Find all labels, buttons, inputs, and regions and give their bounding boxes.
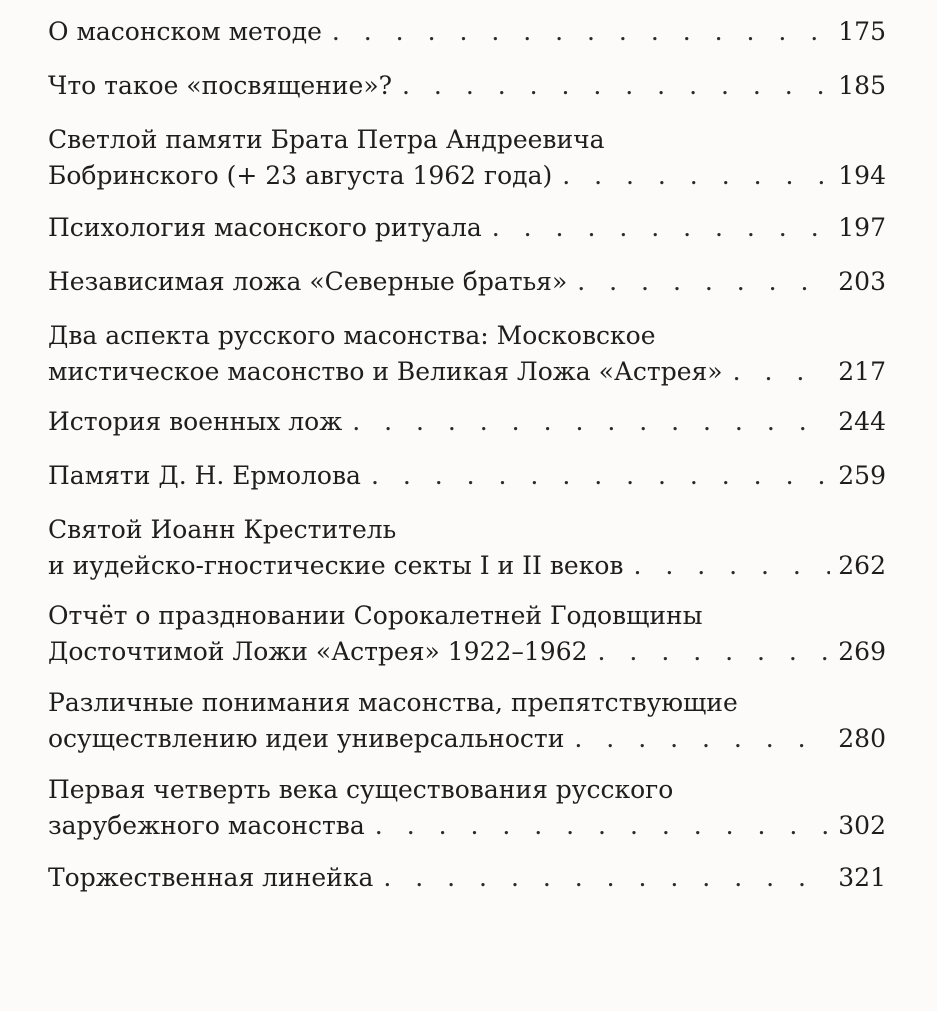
toc-entry-title-line-2: осуществлению идеи универсальности — [48, 724, 565, 753]
toc-entry-title-line-2: Бобринского (+ 23 августа 1962 года) — [48, 161, 553, 190]
toc-entry-page: 194 — [838, 161, 886, 190]
toc-entry-title: Памяти Д. Н. Ермолова — [48, 461, 361, 490]
toc-entry-page: 269 — [838, 637, 886, 666]
toc-entry-page: 321 — [838, 863, 886, 892]
toc-entry-title-line-1: Святой Иоанн Креститель — [48, 515, 397, 544]
leader-dots — [383, 860, 830, 896]
toc-entry-title: Торжественная линейка — [48, 863, 374, 892]
toc-entry-title: Что такое «посвящение»? — [48, 71, 393, 100]
toc-entry-page: 259 — [838, 461, 886, 490]
toc-entry — [48, 68, 886, 104]
toc-entry — [48, 685, 886, 757]
leader-dots — [562, 158, 830, 194]
toc-entry-page: 302 — [838, 811, 886, 840]
toc-entry-page: 244 — [838, 407, 886, 436]
toc-entry — [48, 14, 886, 50]
leader-dots — [577, 264, 830, 300]
leader-dots — [733, 354, 830, 390]
toc-entry-page: 197 — [838, 213, 886, 242]
toc-entry-page: 217 — [838, 357, 886, 386]
toc-entry — [48, 264, 886, 300]
leader-dots — [598, 634, 830, 670]
toc-entry-title-line-1: Различные понимания масонства, препятствующие — [48, 688, 738, 717]
toc-entry-title: Психология масонского ритуала — [48, 213, 482, 242]
toc-entry-title-line-1: Светлой памяти Брата Петра Андреевича — [48, 125, 605, 154]
toc-entry — [48, 458, 886, 494]
toc-entry-title-line-1: Отчёт о праздновании Сорокалетней Годовщины — [48, 601, 703, 630]
leader-dots — [332, 14, 830, 50]
toc-entry — [48, 772, 886, 844]
toc-entry — [48, 210, 886, 246]
toc-entry-title-line-1: Первая четверть века существования русского — [48, 775, 674, 804]
toc-entry — [48, 598, 886, 670]
toc-entry — [48, 404, 886, 440]
leader-dots — [352, 404, 830, 440]
toc-entry-page: 203 — [838, 267, 886, 296]
toc-entry — [48, 512, 886, 584]
toc-entry-page: 175 — [838, 17, 886, 46]
leader-dots — [633, 548, 830, 584]
toc-entry — [48, 122, 886, 194]
leader-dots — [402, 68, 830, 104]
toc-entry-page: 185 — [838, 71, 886, 100]
toc-entry-title: История военных лож — [48, 407, 343, 436]
toc-entry-title-line-2: и иудейско-гностические секты I и II веков — [48, 551, 624, 580]
toc-entry-page: 262 — [838, 551, 886, 580]
toc-entry-title: Независимая ложа «Северные братья» — [48, 267, 568, 296]
toc-entry-title: О масонском методе — [48, 17, 322, 46]
toc-entry-title-line-2: Досточтимой Ложи «Астрея» 1922–1962 — [48, 637, 588, 666]
toc-entry — [48, 318, 886, 390]
leader-dots — [492, 210, 830, 246]
toc-entry-page: 280 — [838, 724, 886, 753]
toc-entry-title-line-2: мистическое масонство и Великая Ложа «Астрея» — [48, 357, 723, 386]
leader-dots — [371, 458, 830, 494]
toc-entry-title-line-2: зарубежного масонства — [48, 811, 365, 840]
leader-dots — [574, 721, 830, 757]
toc-entry-title-line-1: Два аспекта русского масонства: Московское — [48, 321, 656, 350]
leader-dots — [375, 808, 830, 844]
toc-entry — [48, 860, 886, 896]
